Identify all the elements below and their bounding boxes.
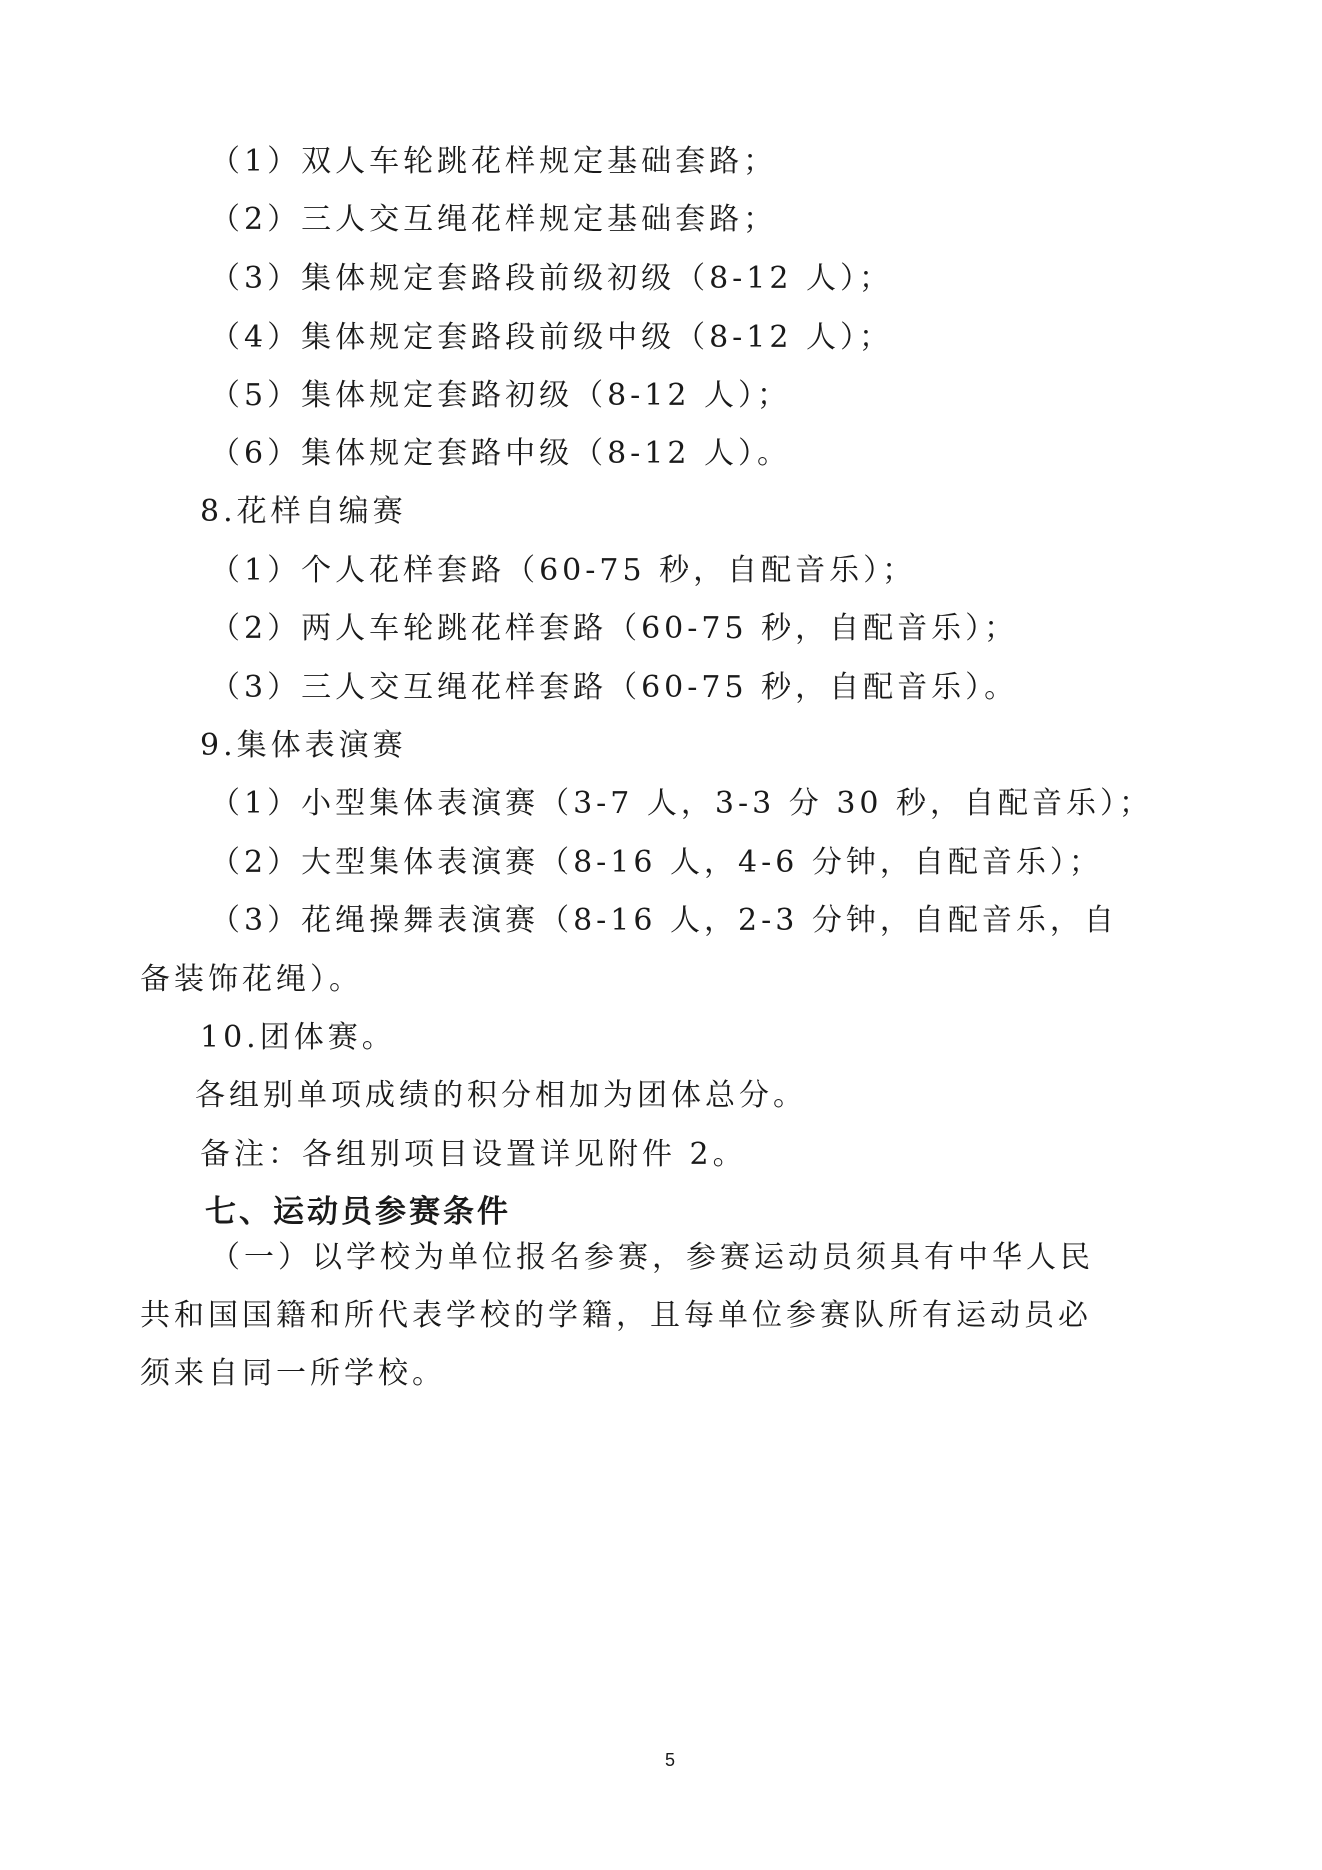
- section-7-heading: 七、运动员参赛条件: [205, 1194, 511, 1230]
- paragraph-line: 共和国国籍和所代表学校的学籍，且每单位参赛队所有运动员必: [140, 1298, 1092, 1333]
- list-item: （3）集体规定套路段前级初级（8-12 人）；: [210, 261, 894, 296]
- list-item-line-2: 备装饰花绳）。: [140, 962, 363, 997]
- list-item: （4）集体规定套路段前级中级（8-12 人）；: [210, 320, 894, 355]
- page-number: 5: [665, 1750, 676, 1770]
- paragraph-line: 须来自同一所学校。: [140, 1356, 446, 1391]
- list-item: （1）小型集体表演赛（3-7 人，3-3 分 30 秒，自配音乐）；: [210, 786, 1154, 821]
- list-item: （1）个人花样套路（60-75 秒，自配音乐）；: [210, 553, 917, 588]
- section-8-title: 8.花样自编赛: [200, 494, 407, 529]
- section-9-title: 9.集体表演赛: [200, 728, 407, 763]
- note: 备注：各组别项目设置详见附件 2。: [200, 1137, 747, 1172]
- list-item: （6）集体规定套路中级（8-12 人）。: [210, 436, 792, 471]
- paragraph-line: （一）以学校为单位报名参赛，参赛运动员须具有中华人民: [210, 1240, 1094, 1275]
- list-item-line-1: （3）花绳操舞表演赛（8-16 人，2-3 分钟，自配音乐，自: [210, 903, 1118, 938]
- list-item: （3）三人交互绳花样套路（60-75 秒，自配音乐）。: [210, 670, 1019, 705]
- list-item: （5）集体规定套路初级（8-12 人）；: [210, 378, 792, 413]
- list-item: （2）两人车轮跳花样套路（60-75 秒，自配音乐）；: [210, 611, 1019, 646]
- section-10-title: 10.团体赛。: [200, 1020, 396, 1055]
- section-10-text: 各组别单项成绩的积分相加为团体总分。: [195, 1078, 807, 1113]
- list-item: （2）三人交互绳花样规定基础套路；: [210, 202, 778, 237]
- list-item: （1）双人车轮跳花样规定基础套路；: [210, 144, 778, 179]
- list-item: （2）大型集体表演赛（8-16 人，4-6 分钟，自配音乐）；: [210, 845, 1103, 880]
